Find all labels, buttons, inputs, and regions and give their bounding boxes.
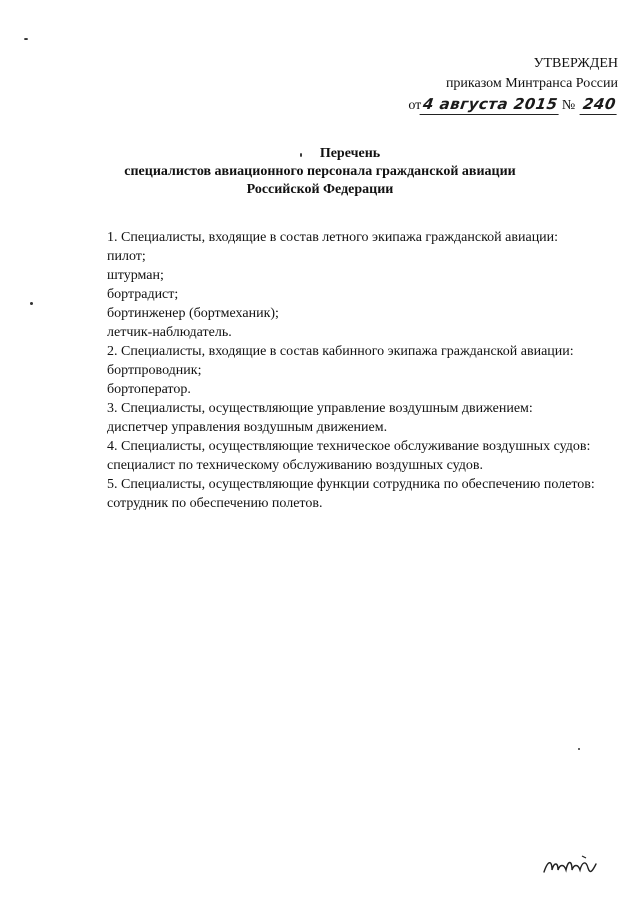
scan-speck bbox=[30, 302, 33, 305]
date-prefix: от bbox=[408, 98, 422, 113]
section-5-text: 5. Специалисты, осуществляющие функции сотрудника по обеспечению полетов: bbox=[107, 477, 595, 492]
list-item: бортрадист; bbox=[107, 287, 179, 302]
section-2-heading: 2. Специалисты, входящие в состав кабинного экипажа гражданской авиации: bbox=[107, 344, 574, 359]
title-line-3: Российской Федерации bbox=[246, 182, 394, 197]
approved-label: УТВЕРЖДЕН bbox=[533, 56, 618, 71]
document-title bbox=[0, 145, 640, 199]
section-3-heading: 3. Специалисты, осуществляющие управление воздушным движением: bbox=[107, 401, 533, 416]
list-item: бортпроводник; bbox=[107, 363, 202, 378]
approval-block bbox=[358, 54, 618, 116]
order-line: приказом Минтранса России bbox=[445, 76, 618, 91]
handwritten-date: 4 августа 2015 bbox=[420, 94, 562, 115]
list-item: сотрудник по обеспечению полетов. bbox=[107, 496, 323, 511]
list-item: бортоператор. bbox=[107, 382, 191, 397]
section-4-heading bbox=[75, 437, 627, 456]
scan-speck bbox=[24, 38, 28, 40]
section-5-heading bbox=[75, 475, 627, 494]
title-line-1: Перечень bbox=[319, 146, 381, 161]
list-item: специалист по техническому обслуживанию воздушных судов. bbox=[107, 458, 484, 473]
scan-speck bbox=[578, 748, 580, 750]
section-1-heading: 1. Специалисты, входящие в состав летного экипажа гражданской авиации: bbox=[107, 230, 559, 245]
number-sign: № bbox=[561, 98, 576, 113]
list-item: диспетчер управления воздушным движением. bbox=[107, 420, 388, 435]
section-4-text: 4. Специалисты, осуществляющие техническое обслуживание воздушных судов: bbox=[107, 439, 591, 454]
list-item: бортинженер (бортмеханик); bbox=[107, 306, 279, 321]
approval-date-line bbox=[358, 94, 618, 116]
document-body bbox=[75, 228, 627, 513]
signature-mark bbox=[542, 852, 598, 878]
list-item: летчик-наблюдатель. bbox=[107, 325, 232, 340]
handwritten-number: 240 bbox=[580, 94, 620, 115]
list-item: штурман; bbox=[107, 268, 164, 283]
list-item: пилот; bbox=[107, 249, 146, 264]
title-line-2: специалистов авиационного персонала гражданской авиации bbox=[124, 164, 516, 179]
